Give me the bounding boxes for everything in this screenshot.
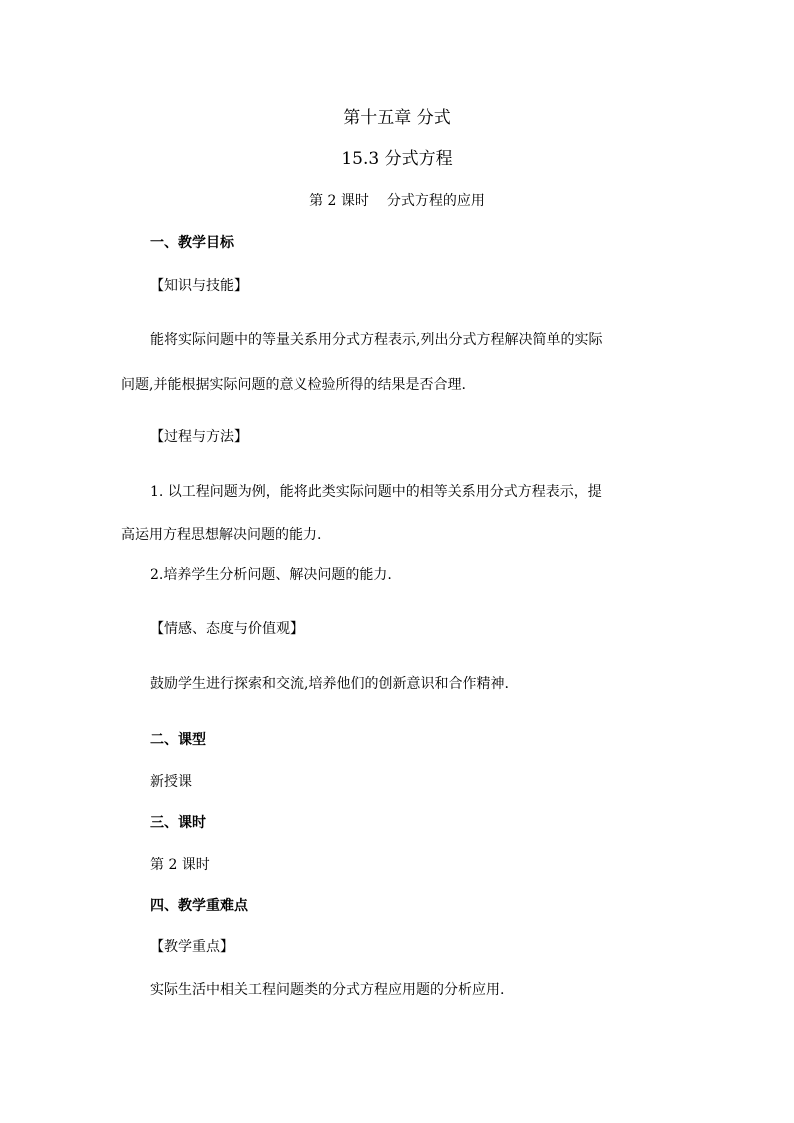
process-label: 【过程与方法】 <box>150 429 248 445</box>
process-item-2: 2.培养学生分析问题、解决问题的能力. <box>150 567 392 583</box>
objectives-heading: 一、教学目标 <box>150 235 234 251</box>
chapter-title: 第十五章 分式 <box>343 108 451 128</box>
section-title: 15.3 分式方程 <box>341 149 453 169</box>
knowledge-text-line-1: 能将实际问题中的等量关系用分式方程表示,列出分式方程解决简单的实际 <box>150 332 603 348</box>
process-item-1-line-1: 1. 以工程问题为例，能将此类实际问题中的相等关系用分式方程表示，提 <box>150 484 602 500</box>
knowledge-text-line-2: 问题,并能根据实际问题的意义检验所得的结果是否合理. <box>121 377 466 393</box>
lesson-title <box>0 194 794 208</box>
knowledge-label: 【知识与技能】 <box>150 278 248 294</box>
key-points-heading: 四、教学重难点 <box>150 898 248 914</box>
focus-text: 实际生活中相关工程问题类的分式方程应用题的分析应用. <box>150 982 505 998</box>
class-hours-heading: 三、课时 <box>150 815 206 831</box>
lesson-number: 第 2 课时 <box>309 193 369 209</box>
process-item-1-line-2: 高运用方程思想解决问题的能力. <box>121 527 322 543</box>
class-hours-text: 第 2 课时 <box>150 857 210 873</box>
emotion-text: 鼓励学生进行探索和交流,培养他们的创新意识和合作精神. <box>150 676 509 692</box>
lesson-type-heading: 二、课型 <box>150 732 206 748</box>
focus-label: 【教学重点】 <box>150 939 234 955</box>
emotion-label: 【情感、态度与价值观】 <box>150 621 304 637</box>
lesson-topic: 分式方程的应用 <box>386 193 485 209</box>
lesson-type-text: 新授课 <box>150 774 192 790</box>
